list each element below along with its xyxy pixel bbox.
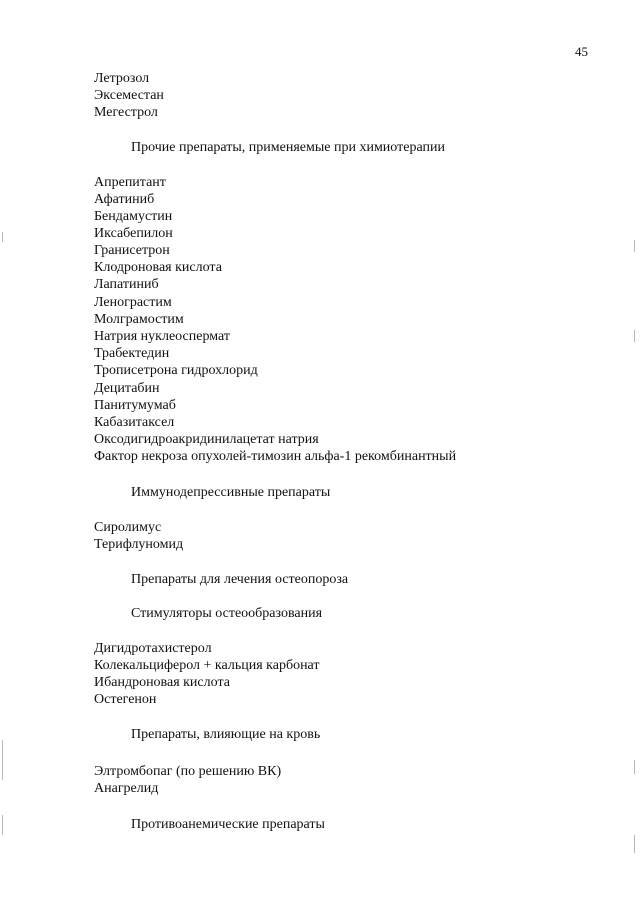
section-heading: Стимуляторы остеообразования: [131, 606, 323, 621]
drug-item: Трописетрона гидрохлорид: [94, 363, 258, 378]
section-heading: Препараты для лечения остеопороза: [131, 572, 349, 587]
scan-artifact: [2, 232, 3, 242]
drug-item: Панитумумаб: [94, 398, 176, 413]
page-number: 45: [575, 44, 588, 59]
drug-item: Мегестрол: [94, 105, 158, 120]
drug-item: Афатиниб: [94, 192, 155, 207]
drug-item: Гранисетрон: [94, 243, 170, 258]
drug-item: Трабектедин: [94, 346, 170, 361]
drug-item: Иксабепилон: [94, 226, 173, 241]
scan-artifact: [634, 835, 635, 853]
drug-item: Молграмостим: [94, 312, 184, 327]
drug-item: Колекальциферол + кальция карбонат: [94, 658, 320, 673]
drug-item: Фактор некроза опухолей-тимозин альфа-1 рекомбинантный: [94, 449, 457, 464]
drug-item: Летрозол: [94, 71, 150, 86]
drug-item: Элтромбопаг (по решению ВК): [94, 764, 282, 779]
scan-artifact: [634, 240, 635, 252]
section-heading: Препараты, влияющие на кровь: [131, 727, 321, 742]
drug-item: Бендамустин: [94, 209, 173, 224]
scan-artifact: [2, 740, 3, 780]
drug-item: Ибандроновая кислота: [94, 675, 230, 690]
drug-item: Анагрелид: [94, 781, 159, 796]
drug-item: Эксеместан: [94, 88, 164, 103]
drug-item: Сиролимус: [94, 520, 162, 535]
scan-artifact: [634, 760, 635, 774]
drug-item: Децитабин: [94, 381, 160, 396]
drug-item: Кабазитаксел: [94, 415, 175, 430]
section-heading: Противоанемические препараты: [131, 817, 325, 832]
scan-artifact: [634, 330, 635, 342]
drug-item: Клодроновая кислота: [94, 260, 222, 275]
drug-item: Натрия нуклеоспермат: [94, 329, 230, 344]
section-heading: Прочие препараты, применяемые при химиотерапии: [131, 140, 445, 155]
drug-item: Оксодигидроакридинилацетат натрия: [94, 432, 319, 447]
drug-item: Апрепитант: [94, 175, 166, 190]
drug-item: Остегенон: [94, 692, 157, 707]
drug-item: Дигидротахистерол: [94, 641, 212, 656]
drug-item: Терифлуномид: [94, 537, 184, 552]
drug-item: Лапатиниб: [94, 277, 159, 292]
drug-item: Ленограстим: [94, 295, 172, 310]
scan-artifact: [2, 815, 3, 835]
section-heading: Иммунодепрессивные препараты: [131, 485, 331, 500]
